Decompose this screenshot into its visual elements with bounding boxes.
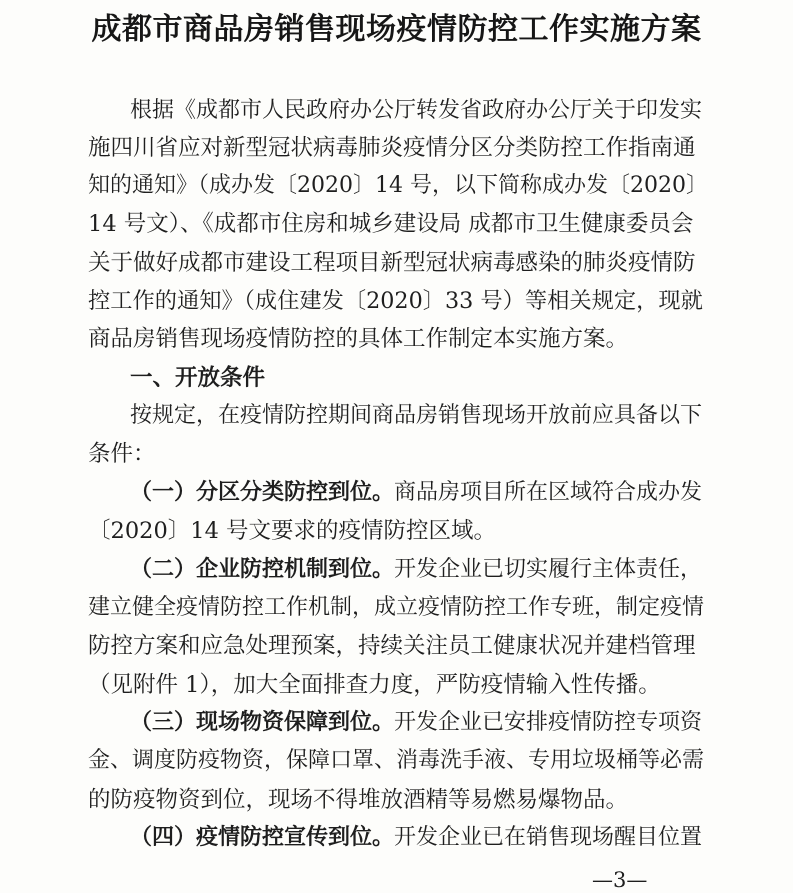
line-text: 开发企业已安排疫情防控专项资 — [394, 710, 703, 735]
paragraph-line — [88, 171, 708, 201]
paragraph-line — [88, 324, 708, 354]
paragraph-line — [88, 516, 708, 546]
paragraph-line — [88, 439, 708, 469]
item-heading: （二）企业防控机制到位。 — [130, 557, 395, 582]
line-text: 防控方案和应急处理预案，持续关注员工健康状况并建档管理 — [88, 633, 696, 659]
paragraph-line — [88, 133, 708, 163]
line-text: 商品房销售现场疫情防控的具体工作制定本实施方案。 — [88, 326, 629, 352]
paragraph-line — [88, 785, 708, 815]
line-text: 按规定，在疫情防控期间商品房销售现场开放前应具备以下 — [130, 403, 703, 428]
line-text: 〔2020〕14 号文要求的疫情防控区域。 — [88, 518, 497, 544]
line-text: 控工作的通知》（成住建发〔2020〕33 号）等相关规定，现就 — [88, 288, 703, 314]
item-heading: （一）分区分类防控到位。 — [130, 480, 395, 505]
item-heading: （四）疫情防控宣传到位。 — [130, 825, 395, 850]
line-text: 条件： — [88, 441, 156, 467]
line-text: 建立健全疫情防控工作机制，成立疫情防控工作专班，制定疫情 — [88, 595, 705, 620]
paragraph-line — [130, 96, 708, 126]
line-text: 知的通知》（成办发〔2020〕14 号，以下简称成办发〔2020〕 — [88, 173, 708, 198]
section-heading: 一、开放条件 — [130, 365, 266, 391]
paragraph-line — [88, 670, 708, 700]
paragraph-line — [130, 478, 708, 508]
paragraph-line — [88, 209, 708, 239]
line-text: 关于做好成都市建设工程项目新型冠状病毒感染的肺炎疫情防 — [88, 250, 696, 276]
paragraph-line — [88, 248, 708, 278]
document-title: 成都市商品房销售现场疫情防控工作实施方案 — [91, 12, 702, 47]
paragraph-line — [88, 746, 708, 776]
line-text: 金、调度防疫物资，保障口罩、消毒洗手液、专用垃圾桶等必需 — [88, 748, 705, 773]
line-text: 施四川省应对新型冠状病毒肺炎疫情分区分类防控工作指南通 — [88, 135, 696, 161]
paragraph-line — [88, 593, 708, 623]
line-text: （见附件 1），加大全面排查力度，严防疫情输入性传播。 — [88, 672, 661, 698]
line-text: 的防疫物资到位，现场不得堆放酒精等易燃易爆物品。 — [88, 787, 629, 813]
line-text: 开发企业已在销售现场醒目位置 — [394, 825, 703, 850]
page-number: —3— — [592, 868, 648, 892]
line-text: 14 号文）、《成都市住房和城乡建设局 成都市卫生健康委员会 — [88, 211, 694, 237]
line-text: 商品房项目所在区域符合成办发 — [394, 480, 703, 505]
paragraph-line — [88, 286, 708, 316]
paragraph-line — [88, 631, 708, 661]
item-heading: （三）现场物资保障到位。 — [130, 710, 395, 735]
paragraph-line — [130, 708, 708, 738]
paragraph-line — [130, 401, 708, 431]
paragraph-line — [130, 823, 708, 853]
line-text: 开发企业已切实履行主体责任， — [394, 557, 703, 582]
paragraph-line — [130, 555, 708, 585]
line-text: 根据《成都市人民政府办公厅转发省政府办公厅关于印发实 — [130, 98, 703, 123]
